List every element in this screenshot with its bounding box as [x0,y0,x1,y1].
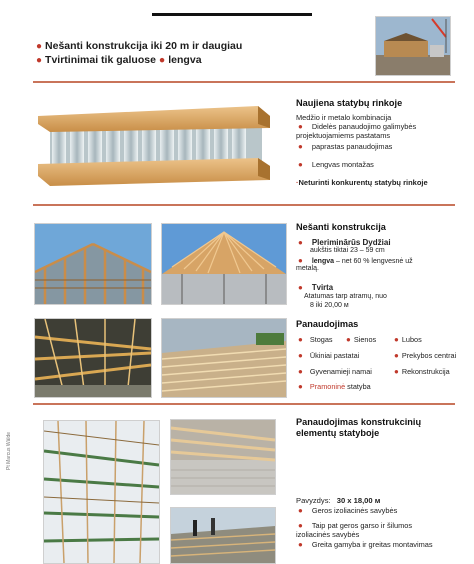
bullet-icon: ● [298,283,303,292]
building-frame-photo [43,420,160,564]
header-line-2 [36,54,202,66]
usage-row-2: ● Ūkiniai pastatai ● Prekybos centrai [298,351,457,360]
building-photo [375,16,451,76]
section2-item-1: ● Pleriminārūs Dydžiai [298,238,391,247]
section2-item-3: ● Tvirta [298,283,334,292]
bullet-icon: ● [36,55,43,66]
bullet-icon: ● [298,238,303,247]
header-text-2b: lengva [168,54,202,66]
section4-title-2: elementų statyboje [296,428,380,438]
bullet-icon: ● [298,142,303,151]
roof-truss-photo-4 [161,318,287,398]
photo-credit: Pt Marcus Wälde [6,431,12,470]
workers-on-roof-photo [170,507,276,564]
bullet-icon: ● [298,540,303,549]
section4-line-4: ● Greita gamyba ir greitas montavimas [298,540,433,549]
divider [33,403,455,405]
section2-item-1-sub: aukštis tiktai 23 – 59 cm [310,247,385,254]
usage-row-4: ● Pramoninė statyba [298,382,371,391]
section2-item-2: ● lengva – net 60 % lengvesnė už [298,256,413,265]
section4-title-1: Panaudojimas konstrukcinių [296,417,422,427]
bullet-icon: ● [298,351,303,360]
bullet-icon: ● [298,382,303,391]
section1-line-5: ● Lengvas montažas [298,160,374,169]
bullet-icon: ● [298,122,303,131]
section1-line-6: ·Neturinti konkurentų statybų rinkoje [296,178,428,187]
section2-title: Nešanti konstrukcija [296,222,386,232]
section1-line-1: Medžio ir metalo kombinacija [296,113,392,122]
section1-line-4: ● paprastas panaudojimas [298,142,393,151]
bullet-icon: ● [298,506,303,515]
bullet-icon: ● [298,521,303,530]
section2-item-3-sub-1: Atatumas tarp atramų, nuo [304,293,387,300]
divider [33,81,455,83]
bullet-icon: ● [36,41,43,52]
bullet-icon: ● [158,54,166,66]
section2-item-3-sub-2: 8 iki 20,00 м [310,302,349,309]
roof-truss-photo-1 [34,223,152,305]
header-line-1 [36,40,242,52]
section4-line-1: ● Geros izoliacinės savybės [298,506,398,515]
bullet-icon: ● [346,335,351,344]
interior-ceiling-photo [170,419,276,495]
roof-truss-photo-3 [34,318,152,398]
section4-line-3: izoliacinės savybės [296,530,360,539]
header-text-2a: Tvirtinimai tik galuose [45,54,156,66]
section1-line-2: ● Didelės panaudojimo galimybės [298,122,417,131]
bullet-icon: ● [298,256,303,265]
beam-illustration [36,102,272,188]
bullet-icon: ● [298,335,303,344]
bullet-icon: ● [394,335,399,344]
bullet-icon: ● [394,351,399,360]
section1-title: Naujiena statybų rinkoje [296,98,403,108]
section4-line-2: ● Taip pat geros garso ir šilumos [298,521,413,530]
roof-truss-photo-2 [161,223,287,305]
header-text-1: Nešanti konstrukcija iki 20 m ir daugiau [45,40,243,52]
top-bar [152,13,312,16]
example-line: Pavyzdys: 30 x 18,00 м [296,496,381,505]
bullet-icon: ● [298,160,303,169]
bullet-icon: ● [394,367,399,376]
usage-row-1: ● Stogas ● Sienos ● Lubos [298,335,422,344]
divider [33,204,455,206]
section2-item-2-sub: metalą. [296,265,319,272]
bullet-icon: ● [298,367,303,376]
section1-line-3: projektuojamiems pastatams [296,131,391,140]
section3-title: Panaudojimas [296,319,359,329]
usage-row-3: ● Gyvenamieji namai ● Rekonstrukcija [298,367,450,376]
